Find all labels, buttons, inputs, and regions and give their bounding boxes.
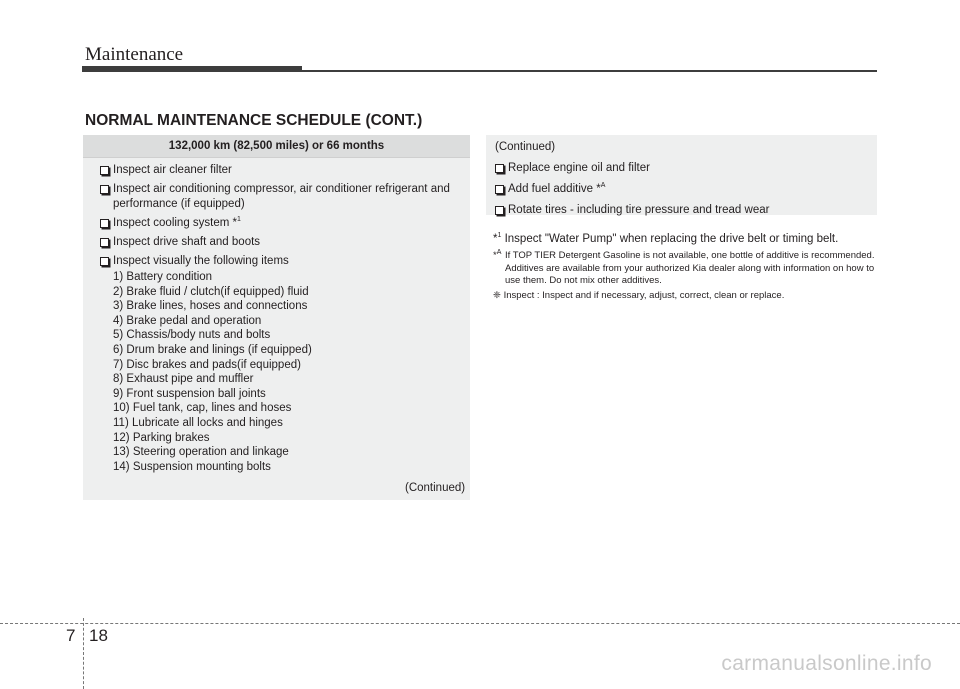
sub-item: 11) Lubricate all locks and hinges — [113, 416, 283, 429]
footnote-sup: 1 — [497, 232, 502, 240]
list-item — [100, 163, 464, 178]
footnote-text: If TOP TIER Detergent Gasoline is not available, one bottle of additive is recommended. Additives are available from your authorized Kia dealer along with information on how to use them. Do not mix other additives. — [505, 250, 875, 286]
sub-item-list — [100, 270, 464, 474]
sub-item: 12) Parking brakes — [113, 431, 210, 444]
footnote-mark — [493, 250, 501, 263]
footnote-ref: 1 — [237, 216, 241, 224]
footnote-mark: * — [493, 233, 498, 245]
footnote-1 — [493, 232, 838, 246]
chapter-number: 7 — [66, 626, 76, 645]
footnote-star: * — [493, 250, 497, 261]
sub-item: 13) Steering operation and linkage — [113, 446, 289, 459]
continued-label: (Continued) — [495, 141, 556, 153]
page-heading: NORMAL MAINTENANCE SCHEDULE (CONT.) — [85, 112, 423, 129]
inspect-note: ❈ Inspect : Inspect and if necessary, adjust, correct, clean or replace. — [493, 290, 785, 301]
sub-item: 1) Battery condition — [113, 271, 213, 283]
list-item — [100, 254, 464, 269]
list-item — [495, 161, 871, 176]
title-rule-thick — [82, 66, 302, 72]
checkbox-icon — [100, 238, 109, 247]
sub-item: 4) Brake pedal and operation — [113, 314, 262, 327]
sub-item: 8) Exhaust pipe and muffler — [113, 373, 254, 386]
item-text: Inspect drive shaft and boots — [113, 236, 261, 248]
right-schedule-box — [486, 135, 877, 215]
item-text: Inspect air conditioning compressor, air conditioner refrigerant and performance (if equipped) — [113, 183, 450, 210]
checkbox-icon — [100, 185, 109, 194]
footnote-text: Inspect "Water Pump" when replacing the drive belt or timing belt. — [501, 233, 839, 245]
item-text: Inspect air cleaner filter — [113, 164, 232, 176]
item-text: Inspect visually the following items — [113, 255, 289, 267]
sub-item: 2) Brake fluid / clutch(if equipped) fluid — [113, 285, 309, 298]
item-text: Inspect cooling system * — [113, 217, 238, 229]
title-rule-thin — [302, 70, 877, 72]
checkbox-icon — [495, 164, 504, 173]
sub-item: 7) Disc brakes and pads(if equipped) — [113, 358, 301, 371]
sub-item: 14) Suspension mounting bolts — [113, 460, 271, 473]
page-number: 18 — [89, 626, 108, 645]
continued-label: (Continued) — [405, 482, 466, 494]
checkbox-icon — [100, 257, 109, 266]
list-item — [495, 203, 871, 218]
section-title: Maintenance — [85, 44, 184, 65]
item-text: Add fuel additive * — [508, 183, 601, 195]
list-item — [100, 216, 464, 231]
left-item-list — [83, 158, 470, 474]
footer-divider — [83, 618, 84, 689]
left-box-header: 132,000 km (82,500 miles) or 66 months — [83, 135, 470, 158]
item-text: Replace engine oil and filter — [508, 162, 650, 174]
right-item-list — [486, 135, 877, 218]
sub-item: 9) Front suspension ball joints — [113, 387, 266, 400]
list-item — [100, 182, 464, 212]
sub-item: 3) Brake lines, hoses and connections — [113, 300, 308, 313]
checkbox-icon — [100, 219, 109, 228]
left-schedule-box — [83, 135, 470, 500]
sub-item: 5) Chassis/body nuts and bolts — [113, 329, 271, 342]
checkbox-icon — [495, 185, 504, 194]
sub-item: 10) Fuel tank, cap, lines and hoses — [113, 402, 292, 415]
footer-rule — [0, 623, 960, 624]
watermark: carmanualsonline.info — [721, 652, 932, 675]
list-item — [100, 235, 464, 250]
checkbox-icon — [495, 206, 504, 215]
item-text: Rotate tires - including tire pressure and tread wear — [508, 204, 770, 216]
footnote-sup: A — [496, 248, 502, 256]
checkbox-icon — [100, 166, 109, 175]
footnote-a — [493, 250, 878, 288]
footnote-ref: A — [600, 182, 606, 190]
list-item — [495, 182, 871, 197]
sub-item: 6) Drum brake and linings (if equipped) — [113, 343, 312, 356]
